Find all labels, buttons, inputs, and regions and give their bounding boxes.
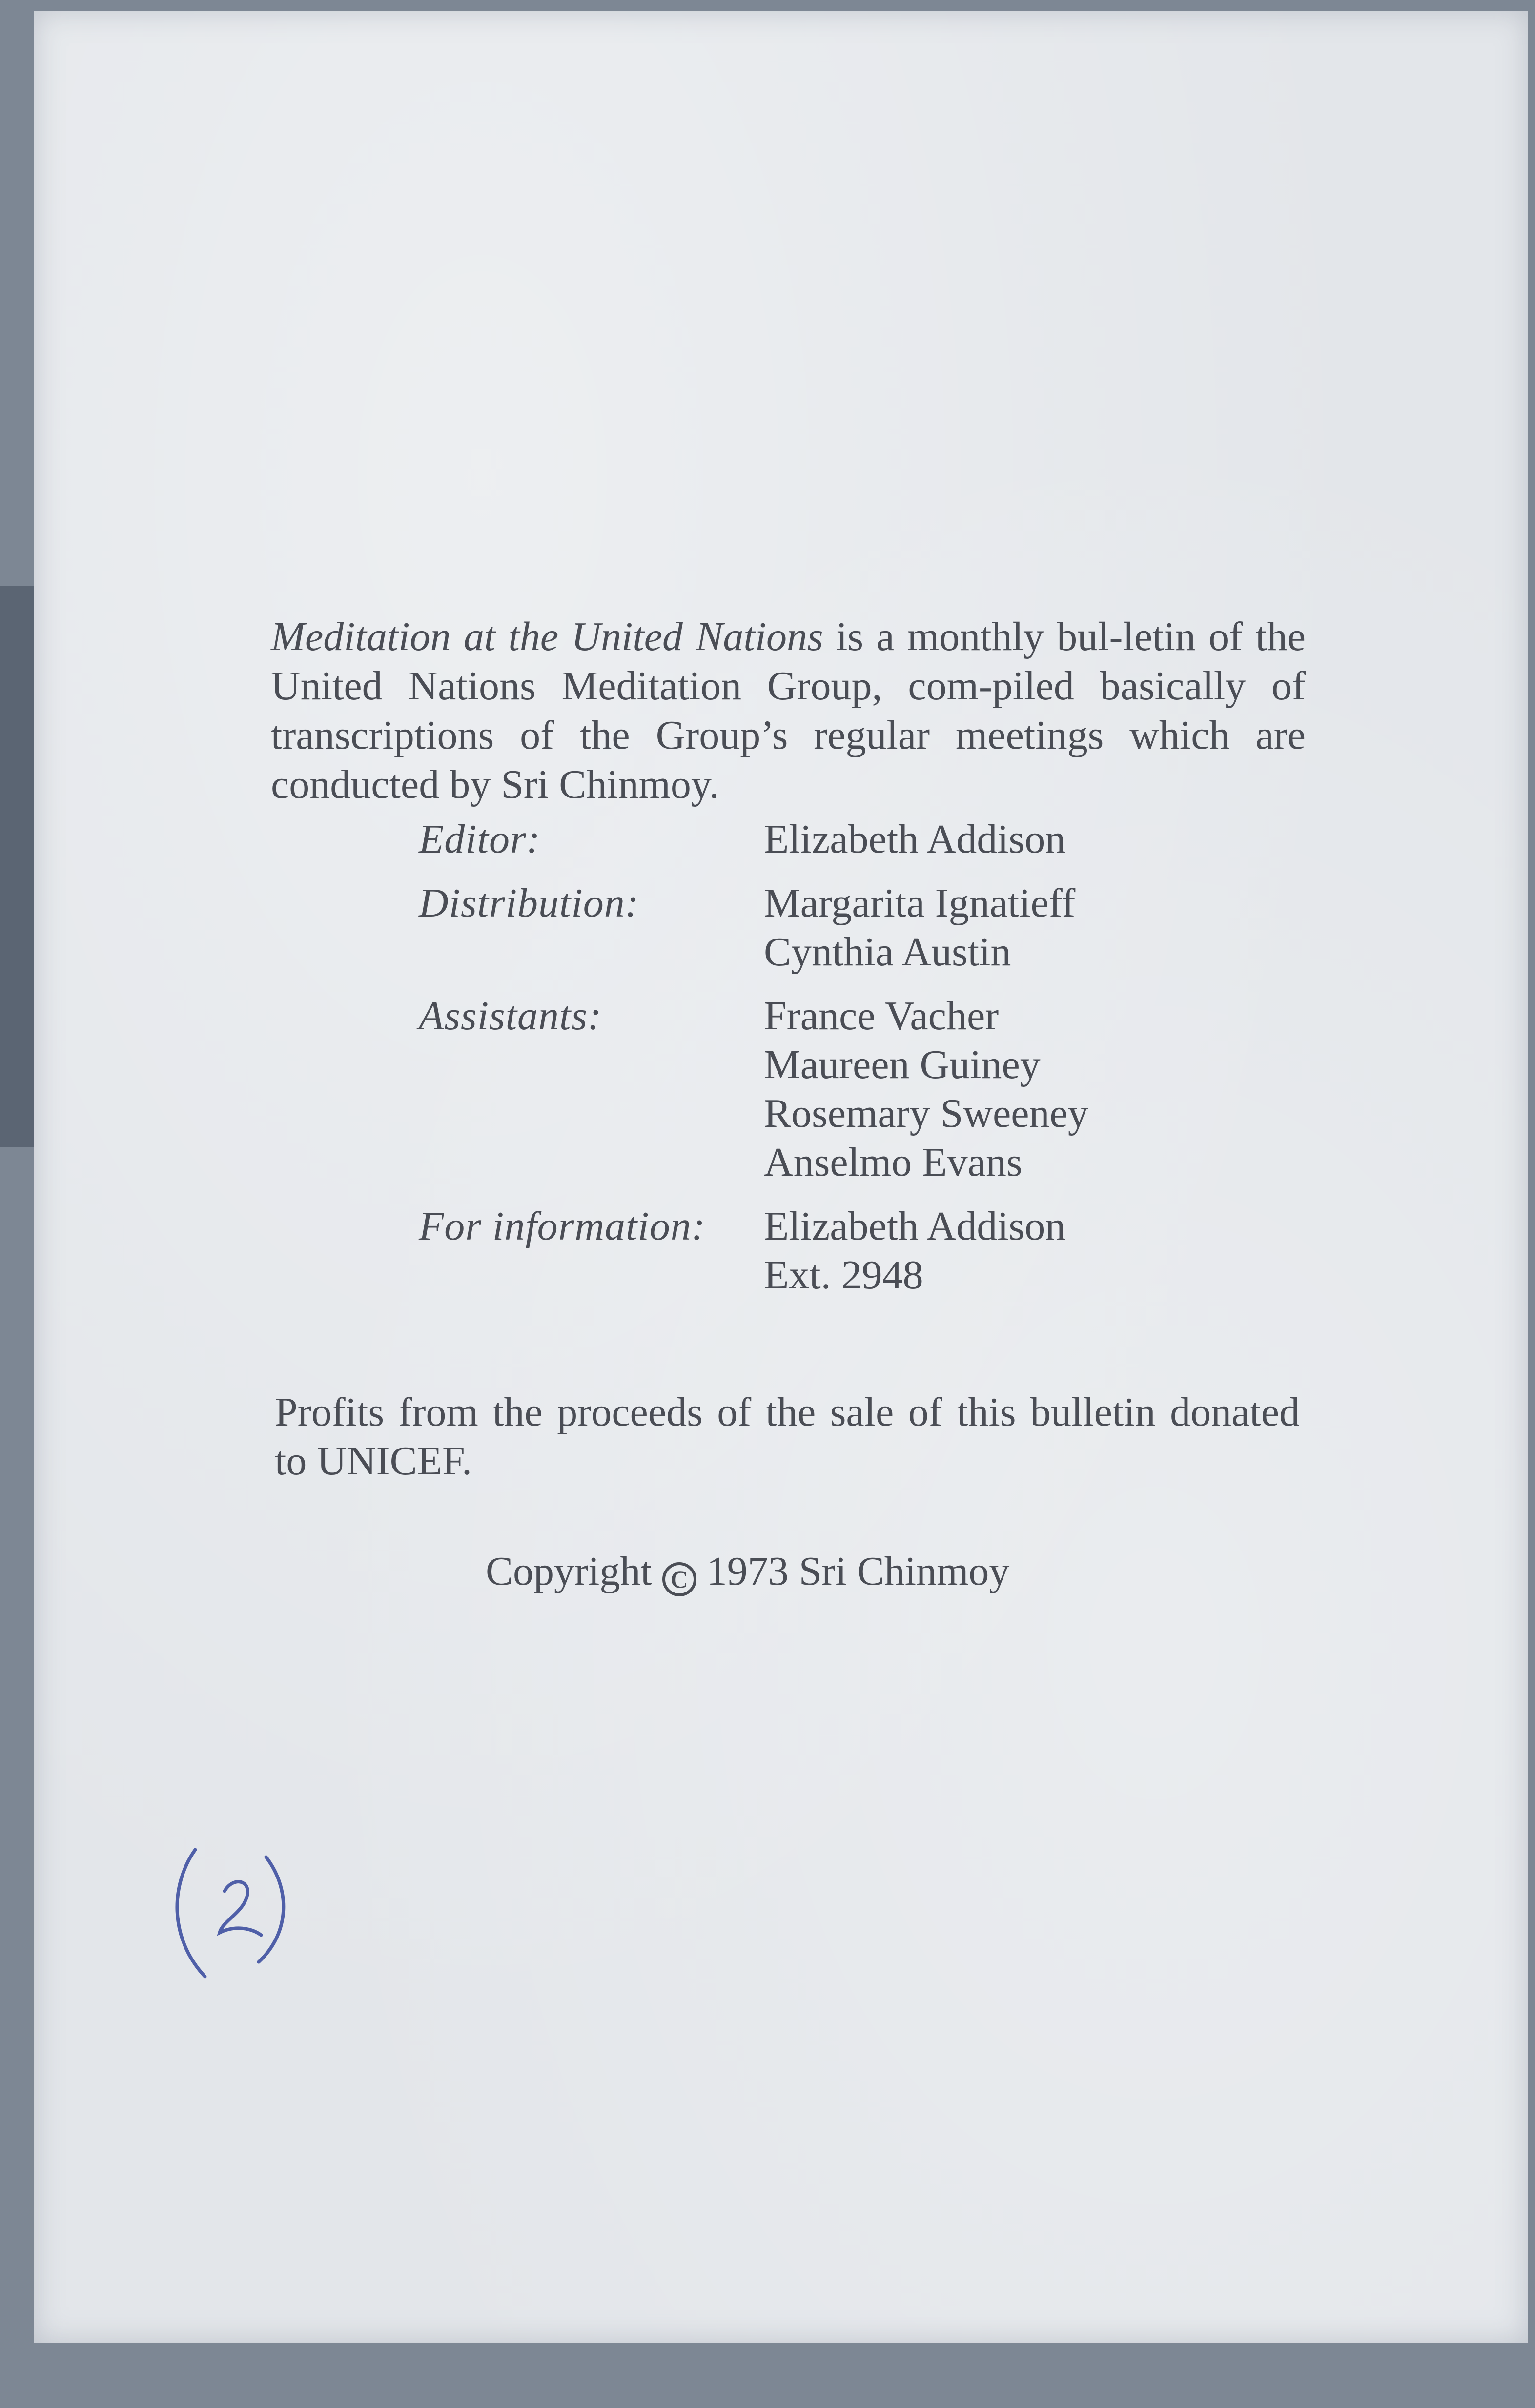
credit-row-distribution [419,879,1088,977]
credit-names [764,992,1088,1187]
credit-role: Assistants: [419,993,602,1039]
credit-role: For information: [419,1204,706,1249]
intro-paragraph [271,612,1306,809]
credit-row-assistants [419,992,1088,1187]
credit-role: Editor: [419,816,541,862]
handwritten-page-number [161,1845,337,2001]
handwritten-left-paren [177,1850,205,1977]
credit-row-editor [419,815,1088,864]
credit-names [764,879,1075,977]
credit-name: Cynthia Austin [764,929,1011,975]
bulletin-title: Meditation at the United Nations [271,614,823,659]
copyright-label: Copyright [486,1549,652,1594]
copyright-line [486,1547,1009,1596]
credit-role: Distribution: [419,880,639,926]
credit-names [764,815,1065,864]
credit-extension: Ext. 2948 [764,1252,923,1298]
copyright-year-owner: 1973 Sri Chinmoy [706,1549,1010,1594]
handwritten-digit [220,1882,261,1935]
credits-list [419,815,1088,1315]
binding-gutter [0,586,34,1147]
credit-row-information [419,1202,1088,1300]
credit-name: Rosemary Sweeney [764,1091,1088,1136]
credit-name: Elizabeth Addison [764,816,1066,862]
credit-names [764,1202,1065,1300]
credit-name: Anselmo Evans [764,1140,1023,1185]
intro-body: is a monthly bul-letin of the United Nations Meditation Group, com-piled basically of transcriptions of the Group’s regular meetings which are conducted by Sri Chinmoy. [271,614,1306,807]
credit-name: Maureen Guiney [764,1042,1041,1087]
credit-name: France Vacher [764,993,999,1039]
credit-name: Elizabeth Addison [764,1204,1066,1249]
handwritten-right-paren [259,1857,284,1962]
profits-note: Profits from the proceeds of the sale of this bulletin donated to UNICEF. [275,1389,1300,1484]
credit-name: Margarita Ignatieff [764,880,1076,926]
copyright-symbol-icon: C [662,1562,696,1596]
